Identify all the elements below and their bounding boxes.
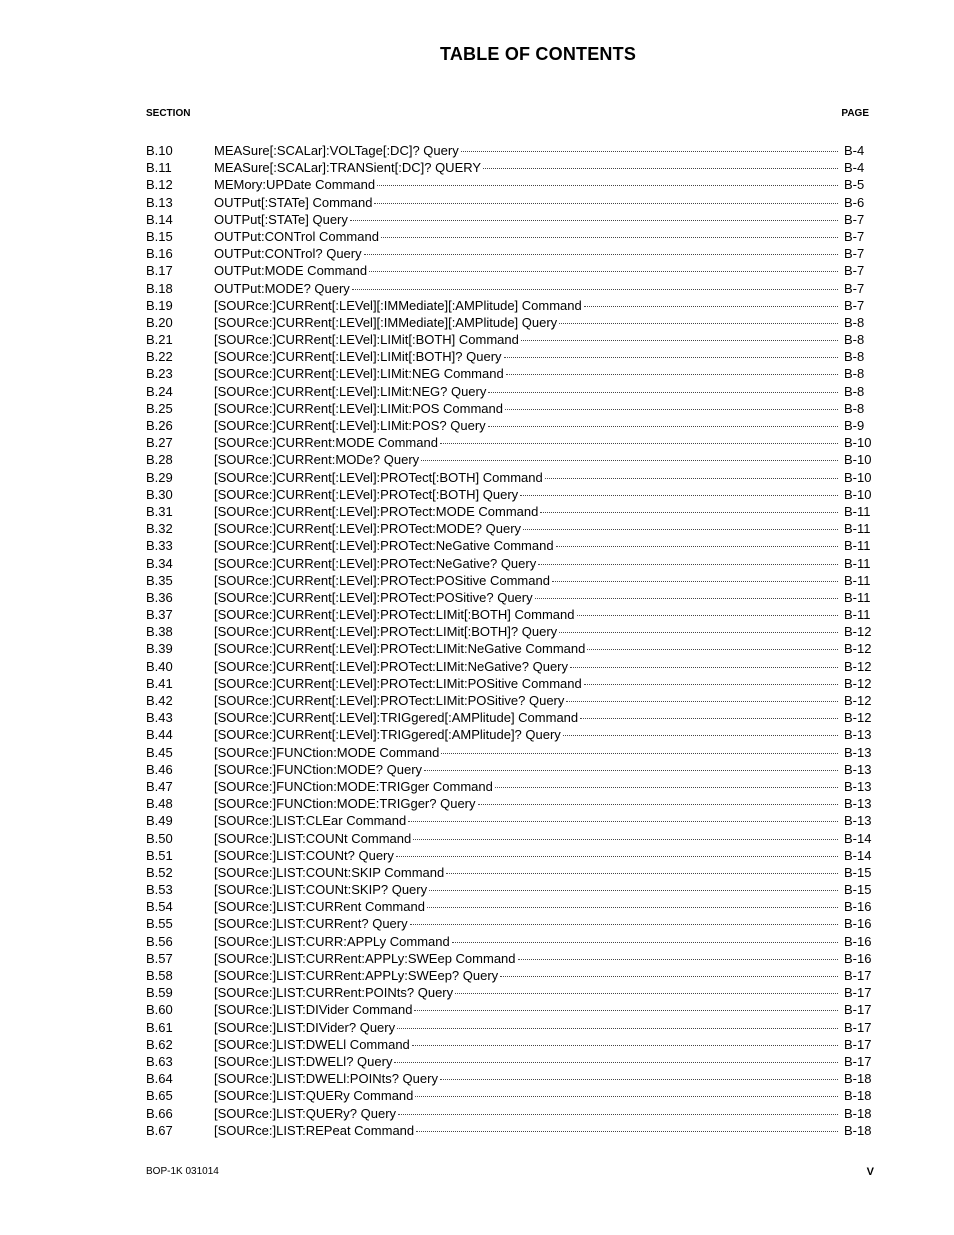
dot-leader (398, 1114, 838, 1115)
dot-leader (452, 942, 838, 943)
dot-leader (584, 306, 838, 307)
toc-page-number: B-18 (844, 1071, 872, 1087)
toc-entry[interactable] (146, 159, 874, 176)
dot-leader (352, 289, 838, 290)
toc-entry-title: [SOURce:]CURRent[:LEVel]:PROTect:LIMit:POSitive? Query (214, 693, 565, 708)
toc-page-number: B-7 (844, 280, 865, 296)
dot-leader (446, 873, 838, 874)
toc-entry-title: [SOURce:]CURRent[:LEVel]:PROTect:LIMit:NeGative? Query (214, 658, 569, 674)
toc-entry-title: [SOURce:]FUNCtion:MODE:TRIGger? Query (214, 796, 476, 812)
toc-entry-title: [SOURce:]LIST:QUERy? Query (214, 1105, 397, 1121)
toc-entry-title: [SOURce:]CURRent[:LEVel]:TRIGgered[:AMPlitude]? Query (214, 727, 561, 743)
toc-section-number: B.42 (146, 693, 173, 708)
dot-leader (535, 598, 838, 599)
toc-section-number: B.18 (146, 280, 173, 296)
dot-leader (580, 718, 838, 719)
dot-leader (520, 495, 838, 496)
toc-entry[interactable] (146, 176, 874, 193)
toc-section-number: B.52 (146, 864, 173, 880)
dot-leader (440, 1079, 838, 1080)
toc-page-number: B-10 (844, 435, 872, 451)
dot-leader (505, 409, 838, 410)
toc-entry-title: OUTPut:MODE? Query (214, 280, 350, 296)
toc-entry[interactable] (146, 744, 874, 761)
toc-entry[interactable] (146, 692, 874, 709)
toc-entry[interactable] (146, 623, 874, 640)
toc-section-number: B.46 (146, 761, 173, 777)
toc-section-number: B.37 (146, 607, 173, 623)
toc-entry-title: [SOURce:]CURRent[:LEVel]:PROTect:MODE Command (214, 503, 539, 519)
footer-doc-id: BOP-1K 031014 (146, 1166, 219, 1177)
toc-section-number: B.40 (146, 658, 173, 674)
toc-section-number: B.23 (146, 366, 173, 382)
toc-section-number: B.47 (146, 778, 173, 794)
dot-leader (364, 254, 838, 255)
toc-page-number: B-8 (844, 332, 865, 348)
toc-section-number: B.48 (146, 796, 173, 812)
toc-entry-title: [SOURce:]CURRent[:LEVel]:PROTect:POSitive Command (214, 572, 550, 588)
dot-leader (440, 443, 838, 444)
toc-page-number: B-5 (844, 177, 865, 193)
toc-section-number: B.67 (146, 1122, 173, 1138)
toc-page-number: B-17 (844, 1053, 872, 1069)
dot-leader (518, 959, 838, 960)
toc-section-number: B.60 (146, 1002, 173, 1018)
toc-page-number: B-17 (844, 985, 872, 1001)
toc-section-number: B.29 (146, 469, 173, 485)
toc-entry[interactable] (146, 898, 874, 915)
toc-entry[interactable] (146, 383, 874, 400)
page-title: TABLE OF CONTENTS (439, 44, 637, 64)
toc-entry-title: [SOURce:]LIST:DIVider? Query (214, 1019, 396, 1035)
toc-entry[interactable] (146, 400, 874, 417)
dot-leader (374, 203, 838, 204)
toc-entry[interactable] (146, 864, 874, 881)
toc-page-number: B-13 (844, 778, 872, 794)
toc-section-number: B.54 (146, 899, 173, 915)
toc-entry-title: [SOURce:]FUNCtion:MODE:TRIGger Command (214, 778, 493, 794)
toc-entry[interactable] (146, 469, 874, 486)
toc-section-number: B.27 (146, 435, 173, 451)
toc-entry[interactable] (146, 915, 874, 932)
dot-leader (584, 684, 838, 685)
toc-section-number: B.14 (146, 211, 173, 227)
toc-section-number: B.39 (146, 641, 173, 657)
dot-leader (410, 924, 838, 925)
dot-leader (429, 890, 838, 891)
toc-entry[interactable] (146, 881, 874, 898)
toc-page-number: B-12 (844, 710, 872, 726)
toc-entry[interactable] (146, 417, 874, 434)
toc-entry-title: [SOURce:]FUNCtion:MODE Command (214, 744, 440, 760)
toc-entry[interactable] (146, 830, 874, 847)
toc-entry-title: MEMory:UPDate Command (214, 177, 376, 193)
toc-page-number: B-4 (844, 143, 865, 158)
toc-entry-title: [SOURce:]CURRent[:LEVel]:PROTect:LIMit[:BOTH]? Query (214, 624, 558, 640)
toc-entry-title: OUTPut:CONTrol? Query (214, 246, 362, 262)
dot-leader (521, 340, 838, 341)
toc-entry-title: [SOURce:]CURRent[:LEVel]:PROTect:LIMit:POSitive Command (214, 675, 582, 691)
toc-entry-title: [SOURce:]CURRent[:LEVel][:IMMediate][:AMPlitude] Command (214, 297, 582, 313)
toc-page-number: B-17 (844, 1019, 872, 1035)
dot-leader (559, 323, 838, 324)
dot-leader (414, 1010, 838, 1011)
toc-entry[interactable] (146, 262, 874, 279)
toc-page-number: B-17 (844, 1036, 872, 1052)
toc-section-number: B.15 (146, 228, 173, 244)
toc-section-number: B.53 (146, 882, 173, 898)
toc-entry-title: [SOURce:]CURRent[:LEVel]:PROTect:NeGative? Query (214, 555, 537, 571)
dot-leader (421, 460, 838, 461)
toc-entry-title: [SOURce:]FUNCtion:MODE? Query (214, 761, 423, 777)
toc-section-number: B.22 (146, 349, 173, 365)
toc-page-number: B-8 (844, 400, 865, 416)
toc-page-number: B-10 (844, 452, 872, 468)
toc-page-number: B-11 (844, 521, 871, 537)
toc-entry-title: [SOURce:]LIST:CURR:APPLy Command (214, 933, 450, 949)
toc-page-number: B-9 (844, 418, 865, 433)
toc-page-number: B-16 (844, 933, 872, 949)
toc-entry[interactable] (146, 726, 874, 743)
toc-page-number: B-15 (844, 864, 872, 880)
toc-entry-title: [SOURce:]LIST:CURRent Command (214, 899, 425, 915)
dot-leader (377, 185, 838, 186)
toc-section-number: B.30 (146, 486, 173, 502)
toc-entry-title: [SOURce:]LIST:COUNt:SKIP Command (214, 864, 445, 880)
toc-entry[interactable] (146, 778, 874, 795)
toc-entry-title: [SOURce:]LIST:COUNt Command (214, 830, 412, 846)
toc-entry[interactable] (146, 503, 874, 520)
toc-entry-title: [SOURce:]LIST:CURRent? Query (214, 916, 408, 932)
toc-page-number: B-11 (844, 503, 871, 519)
toc-page-number: B-8 (844, 314, 865, 330)
toc-page-number: B-13 (844, 727, 872, 743)
toc-section-number: B.44 (146, 727, 173, 743)
toc-entry-title: [SOURce:]CURRent[:LEVel]:PROTect:LIMit[:BOTH] Command (214, 607, 575, 623)
toc-entry-title: OUTPut:MODE Command (214, 263, 368, 279)
toc-section-number: B.63 (146, 1053, 173, 1069)
toc-entry[interactable] (146, 434, 874, 451)
toc-entry-title: [SOURce:]LIST:DIVider Command (214, 1002, 413, 1018)
dot-leader (488, 426, 838, 427)
toc-page-number: B-16 (844, 916, 872, 932)
dot-leader (413, 839, 838, 840)
dot-leader (540, 512, 838, 513)
dot-leader (538, 564, 838, 565)
dot-leader (455, 993, 838, 994)
toc-entry[interactable] (146, 933, 874, 950)
toc-entry-title: [SOURce:]CURRent[:LEVel]:PROTect[:BOTH] Query (214, 486, 519, 502)
toc-section-number: B.34 (146, 555, 173, 571)
toc-page-number: B-18 (844, 1088, 872, 1104)
toc-section-number: B.11 (146, 160, 172, 176)
toc-entry[interactable] (146, 1087, 874, 1104)
toc-entry[interactable] (146, 451, 874, 468)
toc-section-number: B.36 (146, 589, 173, 605)
dot-leader (545, 478, 838, 479)
dot-leader (478, 804, 839, 805)
dot-leader (552, 581, 838, 582)
toc-page-number: B-11 (844, 555, 871, 571)
toc-entry-title: OUTPut[:STATe] Query (214, 211, 348, 227)
toc-entry[interactable] (146, 331, 874, 348)
toc-entry[interactable] (146, 1036, 874, 1053)
toc-section-number: B.32 (146, 521, 173, 537)
toc-entry-title: [SOURce:]CURRent[:LEVel]:PROTect:MODE? Query (214, 521, 522, 537)
toc-entry[interactable] (146, 280, 874, 297)
toc-section-number: B.21 (146, 332, 173, 348)
toc-entry[interactable] (146, 1053, 874, 1070)
dot-leader (397, 1028, 838, 1029)
dot-leader (461, 151, 838, 152)
toc-entry-title: [SOURce:]CURRent[:LEVel]:LIMit:POS Command (214, 400, 503, 416)
toc-entry-title: [SOURce:]CURRent:MODE Command (214, 435, 438, 451)
dot-leader (577, 615, 839, 616)
toc-entry-title: OUTPut[:STATe] Command (214, 194, 373, 210)
toc-entry[interactable] (146, 984, 874, 1001)
toc-entry[interactable] (146, 675, 874, 692)
dot-leader (566, 701, 838, 702)
toc-section-number: B.41 (146, 675, 173, 691)
toc-section-number: B.61 (146, 1019, 173, 1035)
toc-page-number: B-12 (844, 624, 872, 640)
toc-entry-title: [SOURce:]CURRent[:LEVel]:LIMit[:BOTH] Command (214, 332, 519, 348)
toc-entry-title: [SOURce:]CURRent[:LEVel]:PROTect:POSitive? Query (214, 589, 533, 605)
dot-leader (394, 1062, 838, 1063)
toc-section-number: B.57 (146, 950, 173, 966)
dot-leader (416, 1131, 838, 1132)
toc-section-number: B.58 (146, 968, 173, 983)
toc-page-number: B-11 (844, 572, 871, 588)
toc-entry-title: OUTPut:CONTrol Command (214, 228, 379, 244)
dot-leader (483, 168, 838, 169)
dot-leader (563, 735, 838, 736)
dot-leader (556, 546, 838, 547)
toc-list (146, 142, 874, 1139)
dot-leader (559, 632, 838, 633)
toc-page-number: B-15 (844, 882, 872, 898)
dot-leader (495, 787, 838, 788)
toc-section-number: B.26 (146, 418, 173, 433)
toc-page-number: B-7 (844, 211, 865, 227)
toc-entry[interactable] (146, 1070, 874, 1087)
toc-entry-title: [SOURce:]LIST:REPeat Command (214, 1122, 415, 1138)
toc-entry[interactable] (146, 314, 874, 331)
toc-entry-title: MEASure[:SCALar]:TRANSient[:DC]? QUERY (214, 160, 482, 176)
toc-entry[interactable] (146, 606, 874, 623)
toc-page-number: B-10 (844, 486, 872, 502)
toc-entry-title: [SOURce:]CURRent[:LEVel][:IMMediate][:AMPlitude] Query (214, 314, 558, 330)
toc-entry[interactable] (146, 640, 874, 657)
toc-entry-title: [SOURce:]LIST:DWELl? Query (214, 1053, 393, 1069)
toc-section-number: B.16 (146, 246, 173, 262)
toc-section-number: B.62 (146, 1036, 173, 1052)
toc-entry-title: [SOURce:]LIST:DWELl:POINts? Query (214, 1071, 438, 1087)
toc-section-number: B.43 (146, 710, 173, 726)
toc-entry[interactable] (146, 486, 874, 503)
toc-entry-title: [SOURce:]LIST:COUNt? Query (214, 847, 394, 863)
toc-entry[interactable] (146, 572, 874, 589)
toc-page-number: B-16 (844, 950, 872, 966)
toc-page-number: B-10 (844, 469, 872, 485)
toc-entry[interactable] (146, 142, 874, 159)
toc-section-number: B.55 (146, 916, 173, 932)
toc-section-number: B.56 (146, 933, 173, 949)
toc-section-number: B.59 (146, 985, 173, 1001)
toc-entry[interactable] (146, 555, 874, 572)
dot-leader (396, 856, 838, 857)
toc-entry-title: [SOURce:]LIST:CURRent:POINts? Query (214, 985, 454, 1001)
toc-section-number: B.12 (146, 177, 173, 193)
section-column-header: SECTION (146, 108, 191, 119)
toc-page-number: B-7 (844, 246, 865, 262)
dot-leader (369, 271, 838, 272)
toc-entry[interactable] (146, 967, 874, 984)
dot-leader (488, 392, 838, 393)
toc-section-number: B.24 (146, 383, 173, 399)
toc-entry-title: [SOURce:]CURRent[:LEVel]:LIMit:POS? Query (214, 418, 486, 433)
toc-page-number: B-11 (844, 607, 871, 623)
dot-leader (504, 357, 838, 358)
toc-page-number: B-17 (844, 1002, 872, 1018)
toc-entry[interactable] (146, 950, 874, 967)
toc-entry-title: [SOURce:]CURRent:MODe? Query (214, 452, 420, 468)
toc-section-number: B.10 (146, 143, 173, 158)
toc-entry-title: [SOURce:]LIST:CURRent:APPLy:SWEep? Query (214, 968, 499, 983)
toc-entry[interactable] (146, 795, 874, 812)
toc-entry[interactable] (146, 812, 874, 829)
toc-section-number: B.49 (146, 813, 173, 829)
toc-section-number: B.28 (146, 452, 173, 468)
page-column-header: PAGE (841, 108, 869, 119)
toc-section-number: B.33 (146, 538, 173, 554)
toc-section-number: B.50 (146, 830, 173, 846)
toc-section-number: B.17 (146, 263, 173, 279)
toc-entry[interactable] (146, 520, 874, 537)
toc-entry-title: [SOURce:]CURRent[:LEVel]:TRIGgered[:AMPlitude] Command (214, 710, 579, 726)
dot-leader (424, 770, 838, 771)
dot-leader (523, 529, 838, 530)
dot-leader (412, 1045, 838, 1046)
dot-leader (408, 821, 838, 822)
toc-entry[interactable] (146, 1001, 874, 1018)
toc-page-number: B-16 (844, 899, 872, 915)
toc-page-number: B-18 (844, 1122, 872, 1138)
toc-entry[interactable] (146, 245, 874, 262)
toc-page-number: B-18 (844, 1105, 872, 1121)
toc-page-number: B-8 (844, 366, 865, 382)
dot-leader (381, 237, 838, 238)
toc-entry[interactable] (146, 658, 874, 675)
toc-page-number: B-7 (844, 228, 865, 244)
toc-entry-title: [SOURce:]CURRent[:LEVel]:PROTect:LIMit:NeGative Command (214, 641, 586, 657)
toc-entry-title: [SOURce:]LIST:DWELl Command (214, 1036, 410, 1052)
toc-page-number: B-13 (844, 744, 872, 760)
toc-entry[interactable] (146, 228, 874, 245)
toc-entry[interactable] (146, 1122, 874, 1139)
toc-page-number: B-14 (844, 830, 872, 846)
toc-page-number: B-12 (844, 675, 872, 691)
toc-entry-title: [SOURce:]CURRent[:LEVel]:PROTect:NeGative Command (214, 538, 554, 554)
toc-page-number: B-11 (844, 589, 871, 605)
dot-leader (441, 753, 838, 754)
toc-page-number: B-11 (844, 538, 871, 554)
toc-entry[interactable] (146, 297, 874, 314)
toc-page-number: B-17 (844, 968, 872, 983)
toc-entry[interactable] (146, 761, 874, 778)
toc-page-number: B-4 (844, 160, 865, 176)
toc-section-number: B.31 (146, 503, 173, 519)
toc-section-number: B.65 (146, 1088, 173, 1104)
toc-page-number: B-12 (844, 693, 872, 708)
toc-page-number: B-8 (844, 349, 865, 365)
toc-section-number: B.19 (146, 297, 173, 313)
toc-entry-title: [SOURce:]LIST:COUNt:SKIP? Query (214, 882, 428, 898)
toc-entry[interactable] (146, 348, 874, 365)
dot-leader (587, 649, 838, 650)
toc-entry[interactable] (146, 365, 874, 382)
toc-entry[interactable] (146, 211, 874, 228)
toc-page-number: B-8 (844, 383, 865, 399)
toc-page-number: B-13 (844, 761, 872, 777)
toc-section-number: B.66 (146, 1105, 173, 1121)
toc-section-number: B.45 (146, 744, 173, 760)
toc-section-number: B.64 (146, 1071, 173, 1087)
toc-section-number: B.38 (146, 624, 173, 640)
toc-page-number: B-7 (844, 263, 865, 279)
toc-section-number: B.20 (146, 314, 173, 330)
dot-leader (500, 976, 838, 977)
toc-entry-title: [SOURce:]LIST:QUERy Command (214, 1088, 414, 1104)
dot-leader (350, 220, 838, 221)
footer-page-number: V (866, 1166, 874, 1178)
toc-entry[interactable] (146, 709, 874, 726)
toc-entry-title: [SOURce:]LIST:CLEar Command (214, 813, 407, 829)
toc-page-number: B-7 (844, 297, 865, 313)
toc-page-number: B-13 (844, 796, 872, 812)
toc-section-number: B.25 (146, 400, 173, 416)
toc-entry[interactable] (146, 537, 874, 554)
toc-entry[interactable] (146, 589, 874, 606)
dot-leader (427, 907, 838, 908)
toc-entry[interactable] (146, 1105, 874, 1122)
toc-entry-title: [SOURce:]CURRent[:LEVel]:PROTect[:BOTH] Command (214, 469, 543, 485)
toc-page-number: B-12 (844, 658, 872, 674)
toc-page-number: B-13 (844, 813, 872, 829)
toc-entry[interactable] (146, 847, 874, 864)
toc-section-number: B.51 (146, 847, 173, 863)
toc-entry-title: [SOURce:]CURRent[:LEVel]:LIMit:NEG? Query (214, 383, 487, 399)
toc-page-number: B-6 (844, 194, 865, 210)
dot-leader (570, 667, 838, 668)
toc-entry-title: [SOURce:]CURRent[:LEVel]:LIMit[:BOTH]? Query (214, 349, 502, 365)
dot-leader (415, 1096, 838, 1097)
dot-leader (506, 374, 838, 375)
toc-entry-title: MEASure[:SCALar]:VOLTage[:DC]? Query (214, 143, 459, 158)
toc-section-number: B.13 (146, 194, 173, 210)
toc-page-number: B-14 (844, 847, 872, 863)
toc-section-number: B.35 (146, 572, 173, 588)
toc-page-number: B-12 (844, 641, 872, 657)
toc-entry[interactable] (146, 194, 874, 211)
toc-entry-title: [SOURce:]CURRent[:LEVel]:LIMit:NEG Command (214, 366, 504, 382)
toc-entry-title: [SOURce:]LIST:CURRent:APPLy:SWEep Command (214, 950, 516, 966)
toc-entry[interactable] (146, 1019, 874, 1036)
